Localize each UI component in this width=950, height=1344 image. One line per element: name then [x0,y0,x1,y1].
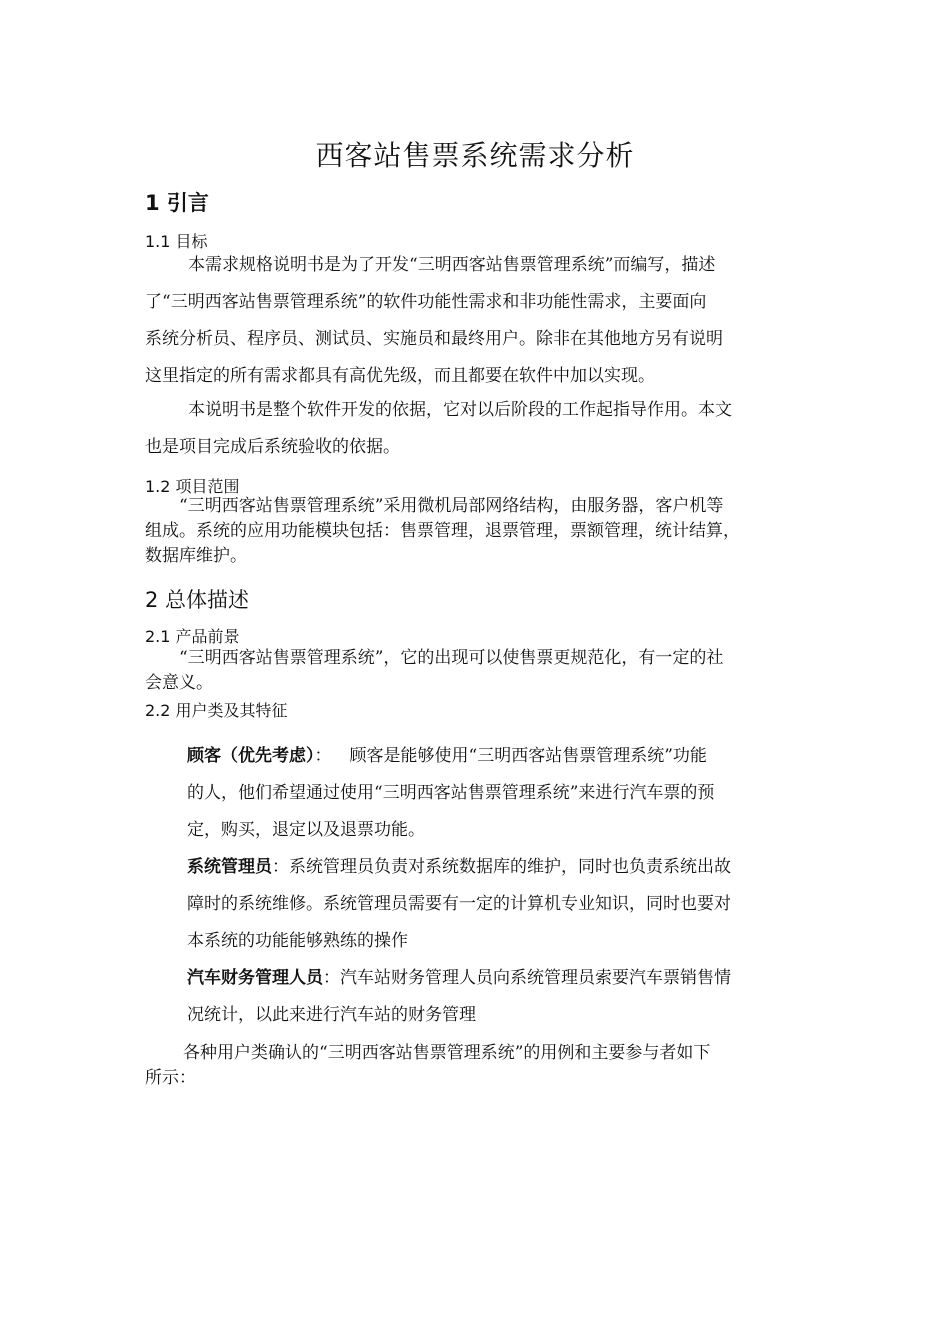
text-line: 系统分析员、程序员、测试员、实施员和最终用户。除非在其他地方另有说明 [145,329,723,349]
user-class-finance [187,960,731,1034]
user-role-label: 顾客（优先考虑） [187,746,315,766]
user-role-label: 汽车财务管理人员 [187,968,323,988]
text-line: 障时的系统维修。系统管理员需要有一定的计算机专业知识，同时也要对 [187,894,731,914]
text-line: “三明西客站售票管理系统”，它的出现可以使售票更规范化，有一定的社 [179,648,724,668]
user-role-label: 系统管理员 [187,857,272,877]
text-line [187,738,714,775]
section-1-2-paragraph [145,494,740,569]
text-line: 况统计，以此来进行汽车站的财务管理 [187,1005,476,1025]
text-line: 各种用户类确认的“三明西客站售票管理系统”的用例和主要参与者如下 [183,1043,711,1063]
text-line [187,849,731,886]
text-line: 所示： [145,1068,196,1088]
section-2-heading: 2 总体描述 [145,588,250,612]
section-1-1-paragraph-2 [145,392,732,466]
user-class-customer [187,738,714,849]
section-2-2-heading: 2.2 用户类及其特征 [145,701,288,720]
user-class-admin [187,849,731,960]
text-line: 本需求规格说明书是为了开发“三明西客站售票管理系统”而编写，描述 [188,255,716,275]
section-1-2-heading: 1.2 项目范围 [145,477,240,496]
text-line: 这里指定的所有需求都具有高优先级，而且都要在软件中加以实现。 [145,366,655,386]
text-line: 数据库维护。 [145,546,247,566]
text-line: 也是项目完成后系统验收的依据。 [145,437,400,457]
text-line: 了“三明西客站售票管理系统”的软件功能性需求和非功能性需求，主要面向 [145,292,707,312]
role-separator: ： [314,746,332,766]
user-description: 顾客是能够使用“三明西客站售票管理系统”功能 [349,746,707,766]
document-title: 西客站售票系统需求分析 [315,139,635,172]
user-description: 汽车站财务管理人员向系统管理员索要汽车票销售情 [340,968,731,988]
text-line: 会意义。 [145,673,213,693]
text-line: 组成。系统的应用功能模块包括：售票管理，退票管理，票额管理，统计结算， [145,521,740,541]
section-2-1-heading: 2.1 产品前景 [145,627,240,646]
section-1-1-heading: 1.1 目标 [145,232,208,251]
text-line: 的人，他们希望通过使用“三明西客站售票管理系统”来进行汽车票的预 [187,783,715,803]
user-description: 系统管理员负责对系统数据库的维护，同时也负责系统出故 [289,857,731,877]
section-1-heading: 1 引言 [145,191,209,215]
section-2-2-closing-paragraph [145,1041,710,1091]
text-line: 本系统的功能能够熟练的操作 [187,931,408,951]
role-separator: ： [323,968,340,988]
text-line: 定，购买，退定以及退票功能。 [187,820,425,840]
text-line: “三明西客站售票管理系统”采用微机局部网络结构，由服务器，客户机等 [179,496,724,516]
text-line: 本说明书是整个软件开发的依据，它对以后阶段的工作起指导作用。本文 [188,400,732,420]
text-line [187,960,731,997]
section-1-1-paragraph-1 [145,247,723,395]
role-separator: ： [272,857,289,877]
section-2-1-paragraph [145,646,723,696]
